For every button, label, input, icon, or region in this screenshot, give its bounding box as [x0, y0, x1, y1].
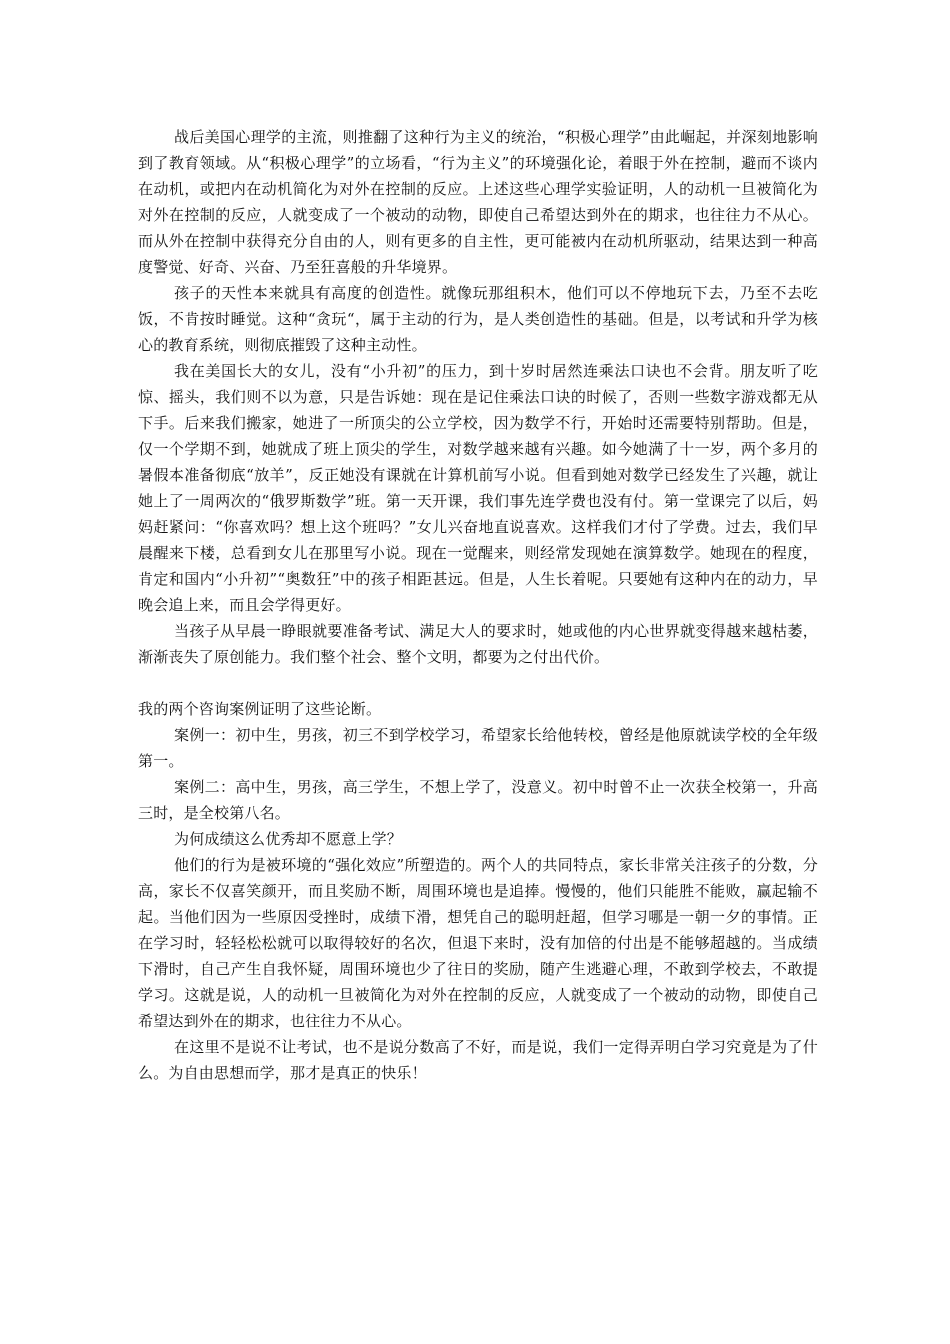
paragraph-question: 为何成绩这么优秀却不愿意上学？ [174, 830, 403, 848]
paragraph-child-creativity: 孩子的天性本来就具有高度的创造性。就像玩那组积木，他们可以不停地玩下去，乃至不去吃饭，不肯按时睡觉。这种“贪玩“，属于主动的行为，是人类创造性的基础。但是，以考试和升学为核心的教育系统，则彻底摧毁了这种主动性。 [138, 284, 818, 354]
paragraph-positive-psychology: 战后美国心理学的主流，则推翻了这种行为主义的统治，“积极心理学”由此崛起，并深刻地影响到了教育领域。从“积极心理学”的立场看，“行为主义”的环境强化论，着眼于外在控制，避而不谈内在动机，或把内在动机简化为对外在控制的反应。上述这些心理学实验证明，人的动机一旦被简化为对外在控制的反应，人就变成了一个被动的动物，即使自己希望达到外在的期求，也往往力不从心。而从外在控制中获得充分自由的人，则有更多的自主性，更可能被内在动机所驱动，结果达到一种高度警觉、好奇、兴奋、乃至狂喜般的升华境界。 [138, 128, 818, 276]
paragraph-cases-intro: 我的两个咨询案例证明了这些论断。 [138, 700, 382, 718]
paragraph-reinforcement-analysis: 他们的行为是被环境的“强化效应”所塑造的。两个人的共同特点，家长非常关注孩子的分数，分高，家长不仅喜笑颜开，而且奖励不断，周围环境也是追捧。慢慢的，他们只能胜不能败，赢起输不起。当他们因为一些原因受挫时，成绩下滑，想凭自己的聪明赶超，但学习哪是一朝一夕的事情。正在学习时，轻轻松松就可以取得较好的名次，但退下来时，没有加倍的付出是不能够超越的。当成绩下滑时，自己产生自我怀疑，周围环境也少了往日的奖励，随产生逃避心理，不敢到学校去，不敢提学习。这就是说，人的动机一旦被简化为对外在控制的反应，人就变成了一个被动的动物，即使自己希望达到外在的期求，也往往力不从心。 [138, 856, 818, 1030]
paragraph-daughter-story: 我在美国长大的女儿，没有“小升初”的压力，到十岁时居然连乘法口诀也不会背。朋友听了吃惊、摇头，我们则不以为意，只是告诉她：现在是记住乘法口诀的时候了，否则一些数字游戏都无从下手。后来我们搬家，她进了一所顶尖的公立学校，因为数学不行，开始时还需要特别帮助。但是，仅一个学期不到，她就成了班上顶尖的学生，对数学越来越有兴趣。如今她满了十一岁，两个多月的暑假本准备彻底“放羊”，反正她没有课就在计算机前写小说。但看到她对数学已经发生了兴趣，就让她上了一周两次的“俄罗斯数学”班。第一天开课，我们事先连学费也没有付。第一堂课完了以后，妈妈赶紧问：“你喜欢吗？想上这个班吗？”女儿兴奋地直说喜欢。这样我们才付了学费。过去，我们早晨醒来下楼，总看到女儿在那里写小说。现在一觉醒来，则经常发现她在演算数学。她现在的程度，肯定和国内“小升初”“奥数狂”中的孩子相距甚远。但是，人生长着呢。只要她有这种内在的动力，早晚会追上来，而且会学得更好。 [138, 362, 818, 614]
paragraph-conclusion: 在这里不是说不让考试，也不是说分数高了不好，而是说，我们一定得弄明白学习究竟是为了什么。为自由思想而学，那才是真正的快乐！ [138, 1038, 818, 1082]
paragraph-spacer [138, 670, 818, 696]
paragraph-cost-to-society: 当孩子从早晨一睁眼就要准备考试、满足大人的要求时，她或他的内心世界就变得越来越枯萎，渐渐丧失了原创能力。我们整个社会、整个文明，都要为之付出代价。 [138, 622, 818, 666]
paragraph-case-one: 案例一：初中生，男孩，初三不到学校学习，希望家长给他转校，曾经是他原就读学校的全年级第一。 [138, 726, 818, 770]
paragraph-case-two: 案例二：高中生，男孩，高三学生，不想上学了，没意义。初中时曾不止一次获全校第一，升高三时，是全校第八名。 [138, 778, 818, 822]
document-body [138, 124, 818, 1086]
